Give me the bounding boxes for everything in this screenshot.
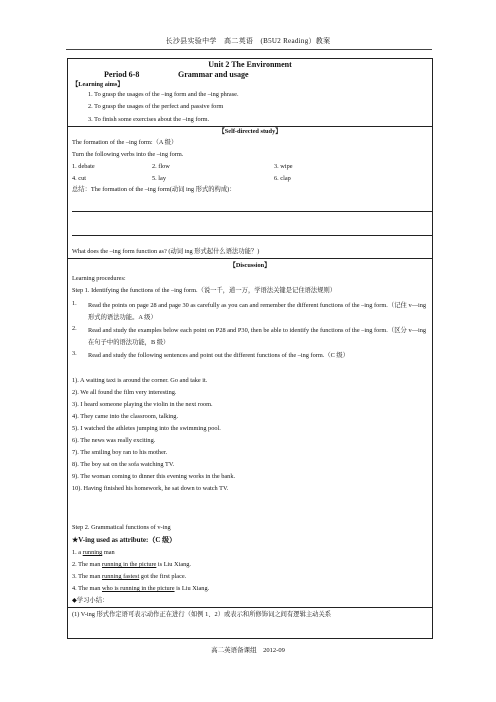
step-1-item-text: Read and study the following sentences and point out the different functions of the –ing form.（C 级） xyxy=(88,352,349,359)
attribute-example: 1. a running man xyxy=(72,549,115,556)
step-1-item-number: 1. xyxy=(72,300,77,307)
example-sentence: 8). The boy sat on the sofa watching TV. xyxy=(72,461,175,468)
attribute-example: 4. The man who is running in the picture is Liu Xiang. xyxy=(72,585,210,592)
example-sentence: 6). The news was really exciting. xyxy=(72,437,156,444)
verb-item: 2. flow xyxy=(152,163,170,170)
verb-item: 1. debate xyxy=(72,163,95,170)
step-2-heading: Step 2. Grammatical functions of v-ing xyxy=(72,524,171,531)
example-sentence: 3). I heard someone playing the violin in the next room. xyxy=(72,401,213,408)
aim-item: 3. To finish some exercises about the –ing form. xyxy=(88,116,210,123)
attribute-example: 2. The man running in the picture is Liu Xiang. xyxy=(72,561,191,568)
row-divider xyxy=(68,607,432,608)
formation-line: The formation of the –ing form:（A 级） xyxy=(72,139,178,146)
example-sentence: 2). We all found the film very interesting. xyxy=(72,389,177,396)
answer-line xyxy=(72,211,432,212)
step-1-item-number: 2. xyxy=(72,325,77,332)
step-1-item-text: Read and study the examples below each point on P28 and P30, then be able to identify the functions of the –ing form.（区分 v—ing 在句子中的语法功能，B 级） xyxy=(88,327,426,346)
study-summary-item: (1) V-ing 形式作定语可表示动作正在进行（如例 1、2）或表示和所修饰词之间有逻辑主动关系 xyxy=(72,611,332,618)
attribute-heading: ★V-ing used as attribute:（C 级） xyxy=(72,536,177,544)
aim-item: 2. To grasp the usages of the perfect and passive form xyxy=(88,103,224,110)
period-label: Period 6-8 xyxy=(104,70,140,79)
unit-title: Unit 2 The Environment xyxy=(208,60,292,69)
header-divider xyxy=(66,49,432,50)
example-sentence: 9). The woman coming to dinner this evening works in the bank. xyxy=(72,473,236,480)
step-1-item-number: 3. xyxy=(72,350,77,357)
procedures-label: Learning procedures: xyxy=(72,275,126,282)
example-sentence: 7). The smiling boy ran to his mother. xyxy=(72,449,168,456)
verb-instruction: Turn the following verbs into the –ing form. xyxy=(72,151,184,158)
self-study-heading: 【Self-directed study】 xyxy=(218,128,282,135)
example-sentence: 1). A waiting taxi is around the corner. Go and take it. xyxy=(72,377,208,384)
step-1-item-text: Read the points on page 28 and page 30 as carefully as you can and remember the different functions of the –ing form.（记住 v—ing 形式的语法功能。A 级） xyxy=(88,302,426,321)
study-summary-heading: ◆学习小结： xyxy=(72,597,109,604)
verb-item: 4. cut xyxy=(72,175,86,182)
attribute-example: 3. The man running fastest got the first place. xyxy=(72,573,187,580)
learning-aims-heading: 【Learning aims】 xyxy=(72,81,124,88)
lesson-plan-table xyxy=(67,58,433,639)
answer-line xyxy=(72,235,432,236)
page-header: 长沙县实验中学 高二英语 (B5U2 Reading）教案 xyxy=(165,37,331,45)
verb-item: 6. clap xyxy=(274,175,291,182)
example-sentence: 10). Having finished his homework, he sat down to watch TV. xyxy=(72,485,229,492)
formation-summary: 总结：The formation of the –ing form(动词 ing 形式的构成)： xyxy=(72,186,236,193)
example-sentence: 5). I watched the athletes jumping into the swimming pool. xyxy=(72,425,221,432)
row-divider xyxy=(68,126,432,127)
step-1-heading: Step 1. Identifying the functions of the –ing form.（说一千，道一万，学语法关键是记住语法规则） xyxy=(72,287,337,294)
aim-item: 1. To grasp the usages of the –ing form and the –ing phrase. xyxy=(88,91,239,98)
row-divider xyxy=(68,258,432,259)
verb-item: 3. wipe xyxy=(274,163,293,170)
example-sentence: 4). They came into the classroom, talking. xyxy=(72,413,179,420)
page-footer: 高二英语备课组 2012-09 xyxy=(211,647,285,654)
period-topic: Grammar and usage xyxy=(178,70,249,79)
discussion-heading: 【Discussion】 xyxy=(229,262,271,269)
verb-item: 5. lay xyxy=(152,175,166,182)
function-question: What does the –ing form function as? (动词 ing 形式起什么语法功能？) xyxy=(72,248,260,255)
